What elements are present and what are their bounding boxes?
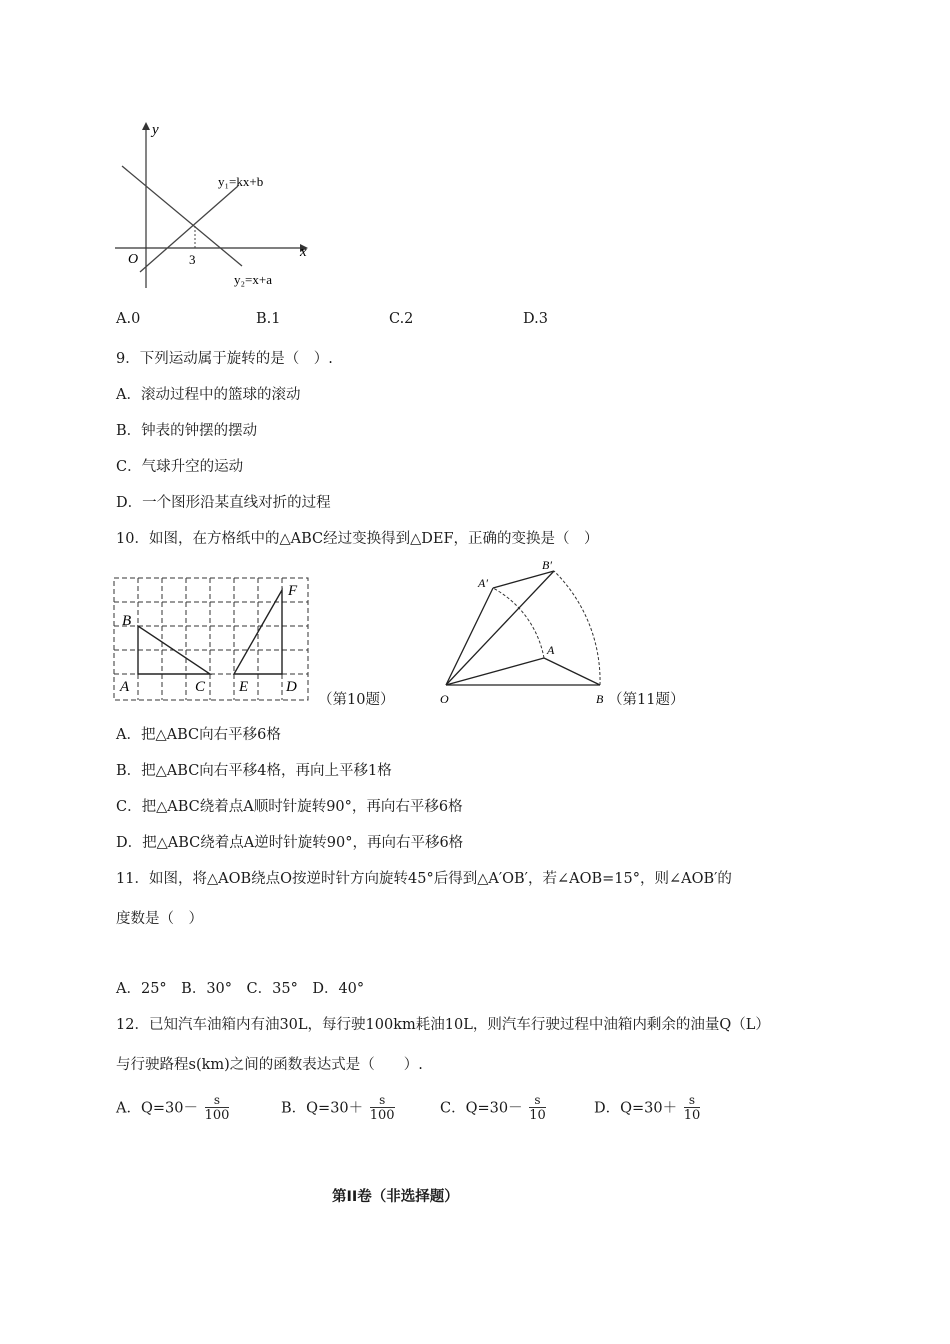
label-a: A <box>120 679 130 695</box>
line-y2-label: y₁=kx+b <box>218 174 264 189</box>
tick-3-label: 3 <box>189 252 196 267</box>
q10-stem: 10．如图，在方格纸中的△ABC经过变换得到△DEF，正确的变换是（ ） <box>116 531 599 547</box>
option-prefix: A．Q=30－ <box>116 1100 198 1117</box>
label-e: E <box>239 679 249 695</box>
fraction: $\frac{s}{10}$ <box>529 1093 546 1123</box>
segment-oa-prime <box>446 588 493 685</box>
label-d: D <box>286 679 297 695</box>
q12-option-c <box>440 1093 548 1124</box>
label-a-prime: A′ <box>478 576 488 590</box>
arc-b-to-b-prime <box>554 571 600 685</box>
origin-label: O <box>128 252 139 267</box>
segment-oa <box>446 658 544 685</box>
q12-option-b <box>281 1093 397 1124</box>
label-b-prime: B′ <box>542 558 552 572</box>
q9-option-d: D．一个图形沿某直线对折的过程 <box>116 495 331 511</box>
label-a: A <box>547 643 555 657</box>
q8-option-a: A.0 <box>116 311 141 327</box>
q11-stem-line2: 度数是（ ） <box>116 911 203 927</box>
fraction: $\frac{s}{10}$ <box>683 1093 701 1123</box>
q8-graph <box>110 118 320 298</box>
q10-option-d: D．把△ABC绕着点A逆时针旋转90°，再向右平移6格 <box>116 835 464 851</box>
q12-option-d <box>594 1093 702 1124</box>
segment-ab <box>544 658 600 685</box>
arc-a-to-a-prime <box>493 588 544 658</box>
y-label: y <box>152 122 159 138</box>
q10-grid-figure <box>112 575 312 705</box>
q11-caption: （第11题） <box>608 692 685 708</box>
q11-rotation-figure <box>438 555 618 710</box>
label-b: B <box>596 692 604 706</box>
label-c: C <box>195 679 206 695</box>
q9-option-b: B．钟表的钟摆的摆动 <box>116 423 258 439</box>
q10-caption: （第10题） <box>318 692 395 708</box>
q9-option-c: C．气球升空的运动 <box>116 459 244 475</box>
q11-options: A．25° B．30° C．35° D．40° <box>116 981 365 997</box>
option-prefix: D．Q=30＋ <box>594 1100 678 1117</box>
segment-ob-prime <box>446 571 554 685</box>
fraction: $\frac{s}{100}$ <box>369 1093 395 1123</box>
segment-a-prime-b-prime <box>493 571 554 588</box>
q10-option-b: B．把△ABC向右平移4格，再向上平移1格 <box>116 763 392 779</box>
option-prefix: C．Q=30－ <box>440 1100 523 1117</box>
label-o: O <box>440 692 449 706</box>
q8-option-d: D.3 <box>523 311 548 327</box>
q11-stem-line1: 11．如图，将△AOB绕点O按逆时针方向旋转45°后得到△A′OB′，若∠AOB=15°，则∠AOB′的 <box>116 871 732 887</box>
q12-stem-line2: 与行驶路程s(km)之间的函数表达式是（ ）. <box>116 1057 423 1073</box>
x-label: x <box>300 244 307 260</box>
q12-stem-line1: 12．已知汽车油箱内有油30L，每行驶100km耗油10L，则汽车行驶过程中油箱内剩余的油量Q（L） <box>116 1017 770 1033</box>
q8-option-b: B.1 <box>256 311 281 327</box>
line-y1-label: y₂=x+a <box>234 272 272 287</box>
q8-option-c: C.2 <box>389 311 414 327</box>
y-axis-arrow-icon <box>142 122 150 130</box>
q10-option-a: A．把△ABC向右平移6格 <box>116 727 281 743</box>
q10-option-c: C．把△ABC绕着点A顺时针旋转90°，再向右平移6格 <box>116 799 463 815</box>
q9-option-a: A．滚动过程中的篮球的滚动 <box>116 387 301 403</box>
fraction: $\frac{s}{100}$ <box>204 1093 230 1123</box>
q12-option-a <box>116 1093 231 1124</box>
option-prefix: B．Q=30＋ <box>281 1100 364 1117</box>
label-b: B <box>122 613 132 629</box>
label-f: F <box>288 583 298 599</box>
q9-stem: 9．下列运动属于旋转的是（ ）. <box>116 351 333 367</box>
section-title: 第II卷（非选择题） <box>332 1189 459 1205</box>
